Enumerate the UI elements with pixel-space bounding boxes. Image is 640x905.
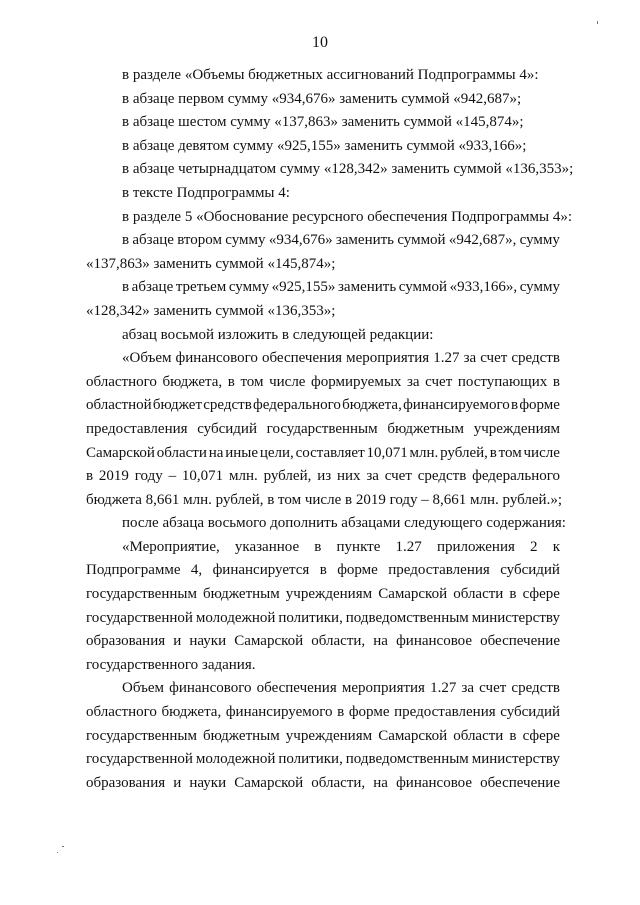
scan-speck — [57, 852, 58, 853]
word: сумму — [519, 232, 560, 249]
word: на — [373, 633, 388, 650]
word: году — [134, 468, 163, 485]
word: за — [463, 350, 477, 367]
word: обеспечения — [261, 350, 343, 367]
text-line: в разделе 5 «Обоснование ресурсного обеспечения Подпрограммы 4»: — [122, 208, 572, 225]
word: 2 — [530, 538, 538, 555]
text-line — [86, 442, 560, 466]
word: финансовое — [396, 633, 473, 650]
word: бюджетным — [203, 586, 280, 603]
scan-speck — [597, 21, 598, 24]
word: том — [240, 373, 264, 390]
text-line — [86, 748, 560, 772]
word: в — [86, 468, 94, 485]
word: втором — [177, 232, 222, 249]
word: пункте — [336, 538, 381, 555]
word: федерального — [253, 397, 341, 414]
word: в — [319, 562, 327, 579]
word: в — [510, 397, 519, 414]
word: «Объем — [122, 350, 172, 367]
word: в — [122, 232, 130, 249]
word: науки — [189, 633, 227, 650]
word: министерству — [471, 609, 560, 626]
word: заменить — [338, 279, 397, 296]
word: на — [208, 444, 224, 461]
word: молодежной — [195, 609, 276, 626]
word: суммой — [397, 232, 446, 249]
word: бюджетным — [387, 420, 464, 437]
word: 1.27 — [395, 538, 422, 555]
word: формируемых — [311, 373, 402, 390]
word: рублей, — [263, 468, 312, 485]
word: числе — [523, 444, 560, 461]
text-line: абзац восьмой изложить в следующей редакции: — [122, 326, 434, 343]
word: «933,166», — [449, 279, 518, 296]
word: субсидий — [197, 420, 257, 437]
word: политики, — [278, 751, 343, 768]
word: счет — [384, 468, 412, 485]
text-line — [86, 583, 560, 607]
word: предоставления — [86, 420, 188, 437]
word: финансового — [169, 680, 252, 697]
word: финансируется — [212, 562, 310, 579]
word: млн. — [228, 468, 258, 485]
word: сумму — [519, 279, 560, 296]
word: Самарской — [378, 586, 448, 603]
word: сумму — [225, 232, 266, 249]
word: предоставления — [394, 704, 496, 721]
word: за — [366, 468, 379, 485]
word: абзаце — [131, 279, 174, 296]
text-line — [86, 559, 560, 583]
word: бюджета, — [162, 373, 223, 390]
word: в — [489, 444, 497, 461]
word: форме — [337, 562, 378, 579]
word: средств — [511, 350, 560, 367]
word: бюджетным — [203, 727, 280, 744]
word: областного — [86, 704, 157, 721]
document-body — [86, 64, 574, 795]
word: – — [168, 468, 177, 485]
text-line: «137,863» заменить суммой «145,874»; — [86, 255, 336, 272]
word: государственным — [86, 727, 197, 744]
word: области — [453, 727, 504, 744]
word: области — [453, 586, 504, 603]
text-line: после абзаца восьмого дополнить абзацами следующего содержания: — [122, 515, 566, 532]
word: составляет — [295, 444, 365, 461]
word: государственной — [86, 609, 193, 626]
word: бюджета, — [161, 704, 222, 721]
word: федерального — [472, 468, 560, 485]
word: образования — [86, 633, 166, 650]
word: 10,071 — [366, 444, 408, 461]
word: бюджета, — [342, 397, 402, 414]
word: 1.27 — [433, 350, 460, 367]
word: заменить — [335, 232, 395, 249]
word: сфере — [522, 727, 560, 744]
word: за — [406, 373, 420, 390]
word: 4, — [190, 562, 203, 579]
text-line — [86, 536, 560, 560]
word: сумму — [228, 279, 270, 296]
text-line — [86, 701, 560, 725]
word: Самарской — [234, 633, 304, 650]
word: из — [317, 468, 332, 485]
page-number: 10 — [312, 34, 328, 51]
word: Самарской — [378, 727, 448, 744]
word: обеспечения — [256, 680, 337, 697]
word: области, — [311, 633, 366, 650]
word: форме — [348, 704, 390, 721]
text-line — [86, 276, 560, 300]
word: цели, — [259, 444, 294, 461]
word: Объем — [122, 680, 164, 697]
text-line — [86, 347, 560, 371]
text-line: государственного задания. — [86, 656, 256, 673]
word: поступающих — [457, 373, 548, 390]
word: подведомственным — [345, 751, 469, 768]
word: «Мероприятие, — [122, 538, 220, 555]
text-line — [86, 630, 560, 654]
word: Подпрограмме — [86, 562, 181, 579]
word: государственной — [86, 751, 193, 768]
word: счет — [479, 680, 507, 697]
word: за — [461, 680, 475, 697]
word: субсидий — [500, 562, 560, 579]
word: к — [552, 538, 560, 555]
word: политики, — [278, 609, 343, 626]
word: министерству — [471, 751, 560, 768]
text-line — [86, 725, 560, 749]
word: счет — [480, 350, 508, 367]
word: «942,687», — [448, 232, 517, 249]
word: числе — [269, 373, 306, 390]
word: мероприятия — [341, 680, 425, 697]
word: приложения — [436, 538, 515, 555]
word: в — [337, 704, 345, 721]
word: областного — [86, 373, 157, 390]
word: образования — [86, 774, 166, 791]
text-line — [86, 607, 560, 631]
word: и — [173, 774, 182, 791]
word: средств — [417, 468, 467, 485]
word: молодежной — [195, 751, 276, 768]
word: сфере — [522, 586, 560, 603]
word: области — [156, 444, 207, 461]
word: финансируемого — [225, 704, 333, 721]
word: Самарской — [234, 774, 304, 791]
word: подведомственным — [345, 609, 469, 626]
text-line — [86, 371, 560, 395]
word: учреждениям — [473, 420, 560, 437]
word: финансируемого — [403, 397, 510, 414]
text-line: в абзаце девятом сумму «925,155» заменить суммой «933,166»; — [122, 137, 527, 154]
word: рублей, — [440, 444, 488, 461]
word: указанное — [234, 538, 300, 555]
word: «925,155» — [271, 279, 336, 296]
word: финансовое — [396, 774, 473, 791]
text-line — [86, 465, 560, 489]
word: абзаце — [132, 232, 174, 249]
word: 10,071 — [181, 468, 224, 485]
text-line — [86, 394, 560, 418]
word: области, — [311, 774, 366, 791]
word: обеспечение — [480, 774, 560, 791]
word: бюджет — [152, 397, 202, 414]
word: предоставления — [388, 562, 490, 579]
word: форме — [519, 397, 560, 414]
word: 1.27 — [430, 680, 457, 697]
text-line: в абзаце четырнадцатом сумму «128,342» заменить суммой «136,353»; — [122, 161, 574, 178]
word: на — [373, 774, 388, 791]
word: областной — [86, 397, 152, 414]
word: в — [227, 373, 235, 390]
word: в — [509, 727, 517, 744]
text-line: бюджета 8,661 млн. рублей, в том числе в 2019 году – 8,661 млн. рублей.»; — [86, 491, 563, 508]
word: них — [336, 468, 361, 485]
word: том — [498, 444, 522, 461]
scan-speck — [62, 846, 64, 847]
text-line: в абзаце шестом сумму «137,863» заменить суммой «145,874»; — [122, 114, 524, 131]
word: в — [509, 586, 517, 603]
word: обеспечение — [480, 633, 560, 650]
word: учреждениям — [285, 586, 373, 603]
word: средств — [203, 397, 252, 414]
word: государственным — [266, 420, 378, 437]
text-line: в абзаце первом сумму «934,676» заменить суммой «942,687»; — [122, 90, 522, 107]
word: средств — [511, 680, 560, 697]
word: млн. — [409, 444, 439, 461]
text-line — [86, 229, 560, 253]
word: мероприятия — [346, 350, 430, 367]
word: в — [122, 279, 130, 296]
word: «934,676» — [268, 232, 333, 249]
word: в — [314, 538, 322, 555]
word: третьем — [175, 279, 227, 296]
word: суммой — [398, 279, 448, 296]
text-line: в разделе «Объемы бюджетных ассигнований Подпрограммы 4»: — [122, 67, 539, 83]
word: иные — [225, 444, 258, 461]
word: и — [173, 633, 182, 650]
text-line — [86, 677, 560, 701]
word: 2019 — [98, 468, 129, 485]
word: субсидий — [500, 704, 560, 721]
text-line — [86, 772, 560, 796]
word: учреждениям — [285, 727, 373, 744]
text-line — [86, 418, 560, 442]
word: финансового — [175, 350, 258, 367]
word: науки — [189, 774, 227, 791]
text-line: в тексте Подпрограммы 4: — [122, 184, 290, 201]
word: Самарской — [86, 444, 155, 461]
text-line: «128,342» заменить суммой «136,353»; — [86, 302, 336, 319]
word: государственным — [86, 586, 197, 603]
word: в — [552, 373, 560, 390]
word: счет — [425, 373, 453, 390]
